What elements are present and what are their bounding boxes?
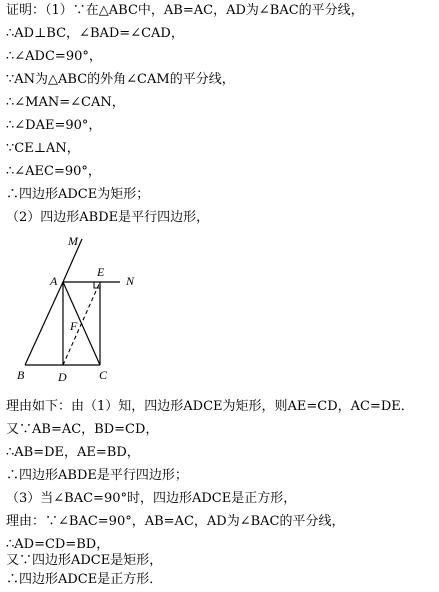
label-D: D xyxy=(58,370,67,384)
proof-line: 证明：（1）∵在△ABC中，AB=AC，AD为∠BAC的平分线， xyxy=(6,3,364,18)
proof-line: ∴∠MAN=∠CAN， xyxy=(6,95,125,110)
proof-line: ∴AB=DE，AE=BD， xyxy=(6,445,140,460)
proof-line: ∵AN为△ABC的外角∠CAM的平分线， xyxy=(6,72,235,87)
proof-line: ∴AD⊥BC，∠BAD=∠CAD， xyxy=(6,26,184,41)
label-N: N xyxy=(126,274,135,288)
label-B: B xyxy=(17,368,25,382)
proof-line: 理由如下：由（1）知，四边形ADCE为矩形，则AE=CD，AC=DE． xyxy=(6,399,414,414)
proof-line: 又∵四边形ADCE是矩形， xyxy=(6,553,163,568)
proof-line: ∴AD=CD=BD， xyxy=(6,537,110,552)
proof-line: ∵CE⊥AN， xyxy=(6,141,80,156)
proof-line: ∴∠DAE=90°， xyxy=(6,118,102,133)
label-C: C xyxy=(99,368,108,382)
label-E: E xyxy=(97,265,105,279)
label-F: F xyxy=(70,319,78,333)
label-A: A xyxy=(50,274,58,288)
proof-line: ∴∠AEC=90°， xyxy=(6,164,101,179)
proof-line: 又∵AB=AC，BD=CD， xyxy=(6,422,159,437)
proof-line: 理由：∵∠BAC=90°，AB=AC，AD为∠BAC的平分线， xyxy=(6,514,345,529)
proof-line: ∴四边形ADCE是正方形． xyxy=(6,572,163,587)
segment-AB xyxy=(25,282,63,365)
proof-line: （3）当∠BAC=90°时，四边形ADCE是正方形， xyxy=(6,491,297,506)
proof-line: ∴∠ADC=90°， xyxy=(6,49,102,64)
label-M: M xyxy=(68,234,78,248)
proof-line: ∴四边形ABDE是平行四边形； xyxy=(6,468,188,483)
proof-line: ∴四边形ADCE为矩形； xyxy=(6,187,150,202)
proof-line: （2）四边形ABDE是平行四边形， xyxy=(6,210,210,225)
